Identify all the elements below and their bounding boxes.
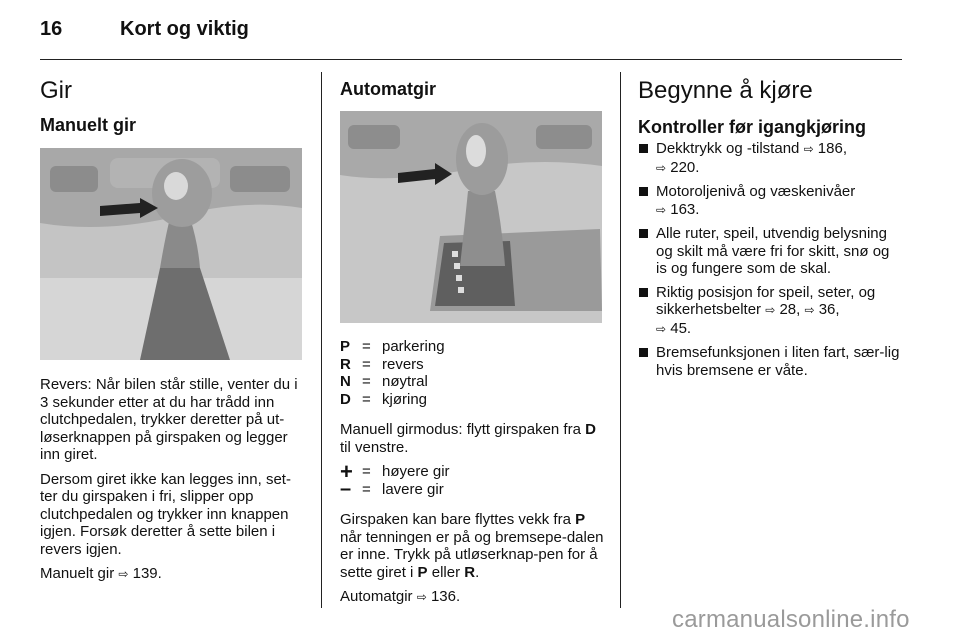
- left-column: [40, 72, 305, 584]
- page-ref-icon: ⇨: [118, 567, 129, 581]
- page-ref-icon: ⇨: [804, 303, 815, 317]
- list-item: Riktig posisjon for speil, seter, og sikkerhetsbelter ⇨ 28, ⇨ 36, ⇨ 45.: [638, 284, 902, 339]
- plus-icon: +: [340, 459, 353, 484]
- manual-gear-xref: [40, 565, 305, 584]
- header-rule: [40, 59, 902, 60]
- page-header: [40, 18, 249, 48]
- page-ref-icon: ⇨: [656, 321, 667, 336]
- chapter-title: Kort og viktig: [120, 18, 249, 40]
- page-ref-icon: ⇨: [656, 202, 667, 217]
- checklist: [638, 140, 902, 379]
- middle-column: [340, 72, 606, 607]
- list-item: Motoroljenivå og væskenivåer ⇨ 163.: [638, 183, 902, 219]
- page-ref-icon: ⇨: [803, 142, 814, 156]
- subheading-manual: Manuelt gir: [40, 115, 137, 135]
- legend-row: + = høyere gir: [340, 459, 450, 484]
- manual-mode-text: Manuell girmodus: flytt girspaken fra D til venstre.: [340, 421, 596, 456]
- xref-page: 136.: [430, 588, 461, 605]
- subheading-checks: Kontroller før igangkjøring: [638, 117, 866, 137]
- reverse-retry-instructions: Dersom giret ikke kan legges inn, set-ter du girspaken i fri, slipper opp clutchpedalen og trykker inn knappen igjen. Forsøk deretter å sette bilen i revers igjen.: [40, 470, 291, 558]
- reverse-instructions: Revers: Når bilen står stille, venter du i 3 sekunder etter at du har trådd inn clutchpedalen, trykker deretter på ut-løserknappen på girspaken og legger inn giret.: [40, 376, 298, 463]
- page-number: 16: [40, 18, 63, 40]
- right-column: [638, 72, 902, 385]
- page-ref-icon: ⇨: [416, 590, 427, 604]
- subheading-automatic: Automatgir: [340, 79, 436, 99]
- column-divider-2: [620, 72, 621, 608]
- automatic-gear-xref: [340, 588, 606, 607]
- legend-row: N = nøytral: [340, 373, 428, 390]
- page-ref-icon: ⇨: [765, 303, 776, 317]
- automatic-gear-photo: [340, 111, 602, 323]
- section-heading-start: Begynne å kjøre: [638, 77, 813, 104]
- plus-minus-legend: [340, 459, 450, 500]
- xref-label: Automatgir: [340, 588, 413, 605]
- list-item: Bremsefunksjonen i liten fart, sær-lig hvis bremsene er våte.: [638, 344, 902, 379]
- list-item: Alle ruter, speil, utvendig belysning og skilt må være fri for skitt, snø og is og fungere som de skal.: [638, 225, 902, 278]
- shift-lever-text: Girspaken kan bare flyttes vekk fra P når tenningen er på og bremsepe-dalen er inne. Trykk på utløserknap-pen for å sette giret i P eller R.: [340, 511, 604, 581]
- xref-label: Manuelt gir: [40, 565, 115, 582]
- legend-row: – = lavere gir: [340, 477, 444, 500]
- section-heading-gir: Gir: [40, 77, 72, 104]
- column-divider-1: [321, 72, 322, 608]
- xref-page: 139.: [132, 565, 162, 582]
- legend-row: R = revers: [340, 355, 424, 373]
- minus-icon: –: [340, 477, 352, 500]
- watermark: carmanualsonline.info: [672, 606, 910, 633]
- legend-row: P = parkering: [340, 338, 445, 355]
- manual-gear-photo: [40, 148, 302, 360]
- list-item: Dekktrykk og -tilstand ⇨ 186, ⇨ 220.: [638, 140, 902, 177]
- gear-position-legend: [340, 338, 445, 408]
- legend-row: D = kjøring: [340, 390, 428, 408]
- page-ref-icon: ⇨: [656, 160, 667, 175]
